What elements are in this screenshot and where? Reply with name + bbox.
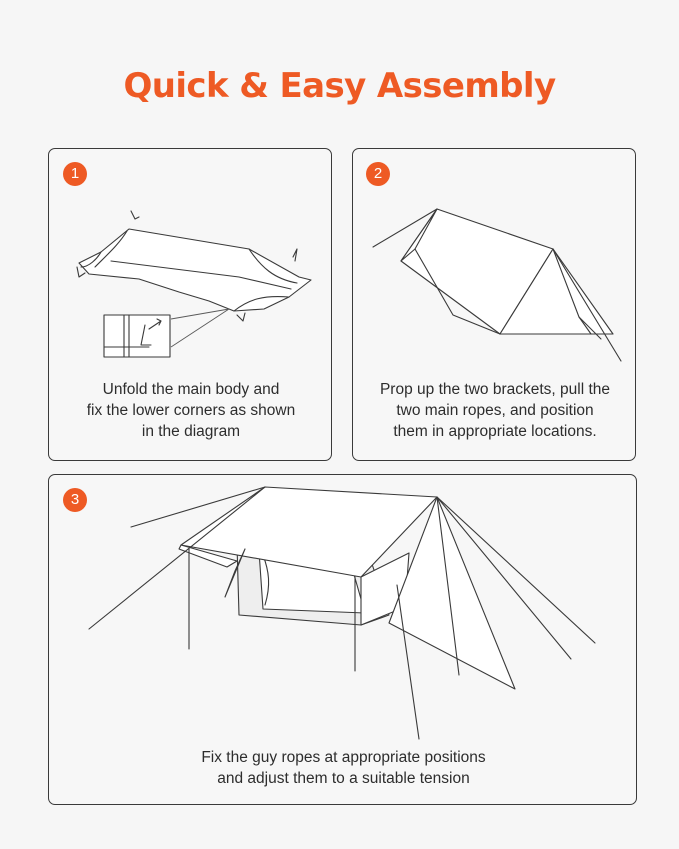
step-3-caption: Fix the guy ropes at appropriate positions and adjust them to a suitable tension [201, 749, 486, 787]
step-2-caption: Prop up the two brackets, pull the two main ropes, and position them in appropriate locations. [379, 381, 611, 440]
step-1-card [48, 148, 332, 461]
page-title: Quick & Easy Assembly [123, 66, 556, 106]
step-3-card [48, 474, 637, 805]
step-1-number-badge: 1 [63, 162, 87, 186]
step-3-number-badge: 3 [63, 488, 87, 512]
step-1-caption: Unfold the main body and fix the lower corners as shown in the diagram [86, 381, 296, 440]
step-2-card [352, 148, 636, 461]
step-2-number-badge: 2 [366, 162, 390, 186]
